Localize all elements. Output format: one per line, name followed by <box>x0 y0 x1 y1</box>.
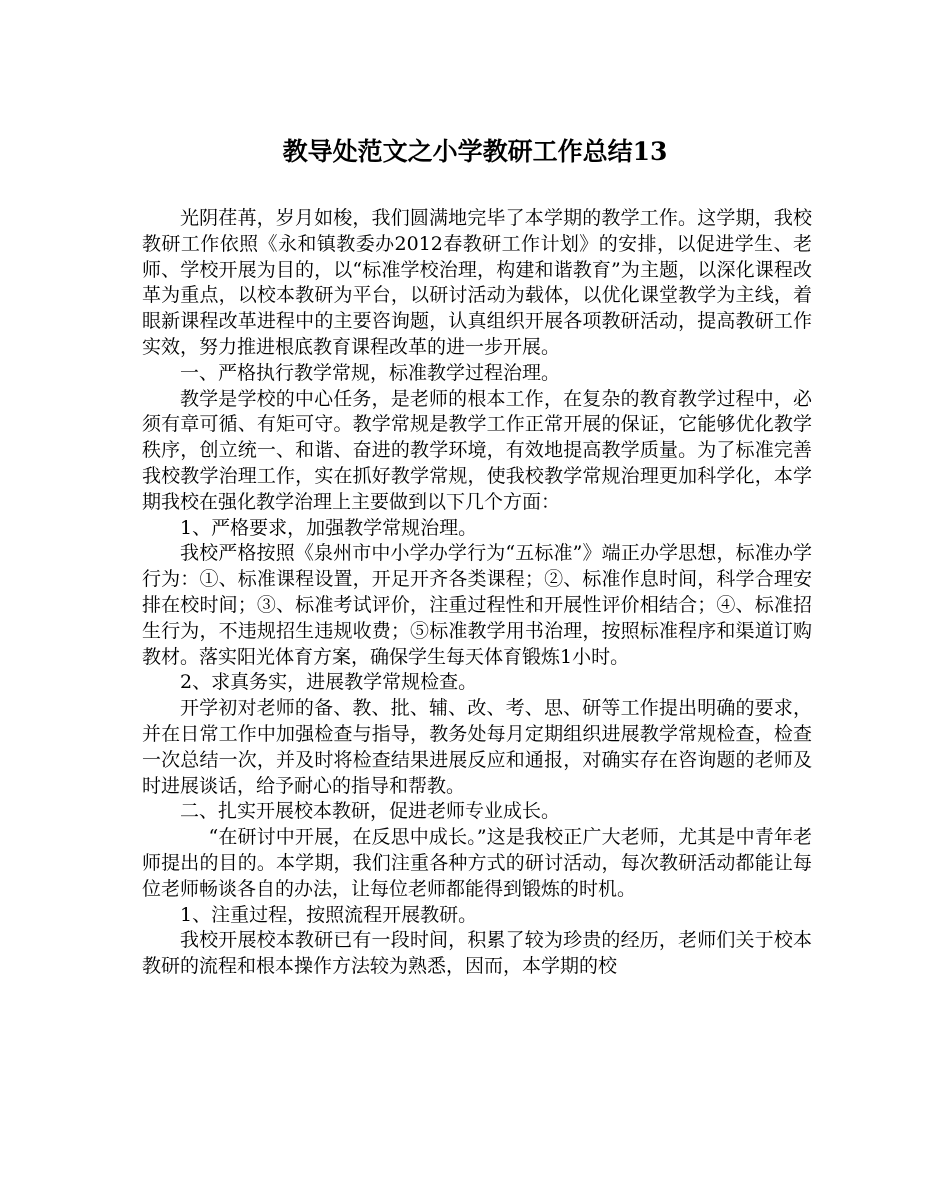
subheading-1-2: 2、求真务实，进展教学常规检查。 <box>180 671 478 694</box>
paragraph-intro: 光阴荏苒，岁月如梭，我们圆满地完毕了本学期的教学工作。这学期，我校教研工作依照《永和镇教委办2012春教研工作计划》的安排，以促进学生、老师、学校开展为目的，以“标准学校治理，构建和谐教育”为主题，以深化课程改革为重点，以校本教研为平台，以研讨活动为载体，以优化课堂教学为主线，着眼新课程改革进程中的主要咨询题，认真组织开展各项教研活动，提高教研工作实效，努力推进根底教育课程改革的进一步开展。 <box>142 207 812 358</box>
section-heading-2: 二、扎实开展校本教研，促进老师专业成长。 <box>180 800 561 823</box>
paragraph-standards: 我校严格按照《泉州市中小学办学行为“五标准”》端正办学思想，标准办学行为：①、标准课程设置，开足开齐各类课程；②、标准作息时间，科学合理安排在校时间；③、标准考试评价，注重过程性和开展性评价相结合；④、标准招生行为，不违规招生违规收费；⑤标准教学用书治理，按照标准程序和渠道订购教材。落实阳光体育方案，确保学生每天体育锻炼1小时。 <box>142 542 812 668</box>
paragraph-teaching-routine: 教学是学校的中心任务，是老师的根本工作，在复杂的教育教学过程中，必须有章可循、有矩可守。教学常规是教学工作正常开展的保证，它能够优化教学秩序，创立统一、和谐、奋进的教学环境，有效地提高教学质量。为了标准完善我校教学治理工作，实在抓好教学常规，使我校教学常规治理更加科学化，本学期我校在强化教学治理上主要做到以下几个方面： <box>142 387 812 513</box>
subheading-2-1: 1、注重过程，按照流程开展教研。 <box>180 903 478 926</box>
paragraph-inspection: 开学初对老师的备、教、批、辅、改、考、思、研等工作提出明确的要求，并在日常工作中加强检查与指导，教务处每月定期组织进展教学常规检查，检查一次总结一次，并及时将检查结果进展反应和通报，对确实存在咨询题的老师及时进展谈话，给予耐心的指导和帮教。 <box>142 697 812 797</box>
section-heading-1: 一、严格执行教学常规，标准教学过程治理。 <box>180 361 561 384</box>
document-body <box>142 206 812 980</box>
paragraph-research-goal: “在研讨中开展，在反思中成长。”这是我校正广大老师，尤其是中青年老师提出的目的。本学期，我们注重各种方式的研讨活动，每次教研活动都能让每位老师畅谈各自的办法，让每位老师都能得到锻炼的时机。 <box>142 826 812 900</box>
subheading-1-1: 1、严格要求，加强教学常规治理。 <box>180 516 478 539</box>
paragraph-school-research: 我校开展校本教研已有一段时间，积累了较为珍贵的经历，老师们关于校本教研的流程和根本操作方法较为熟悉，因而，本学期的校 <box>142 929 812 978</box>
document-title: 教导处范文之小学教研工作总结13 <box>282 137 668 166</box>
